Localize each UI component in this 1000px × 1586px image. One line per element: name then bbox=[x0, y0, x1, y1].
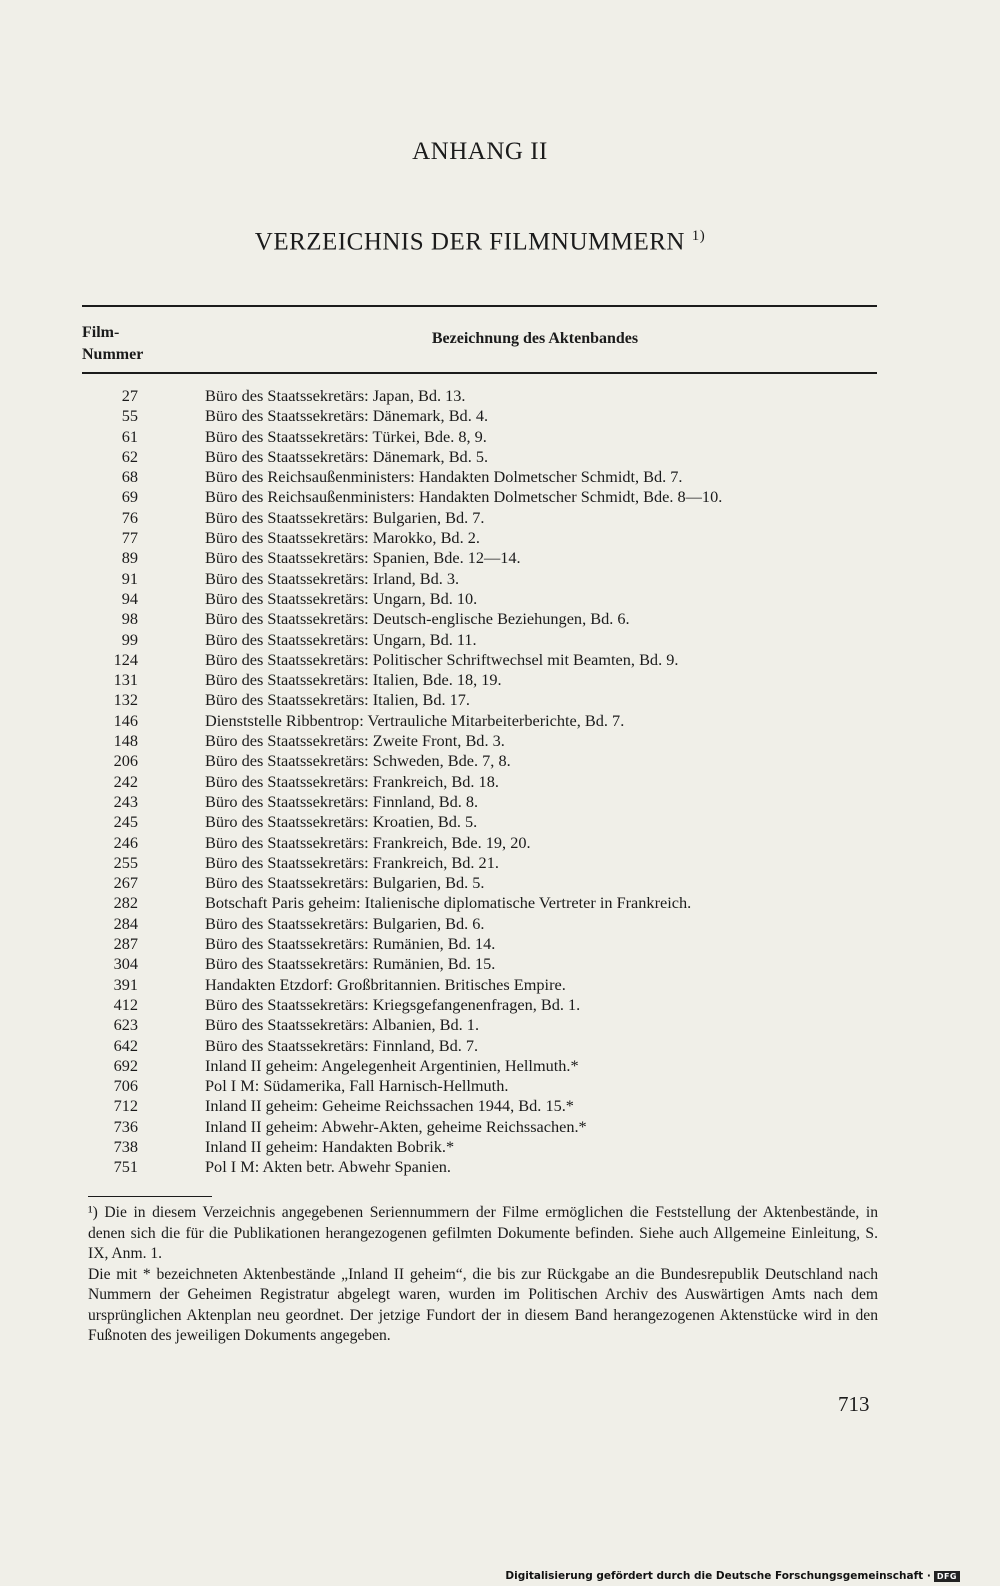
table-row bbox=[82, 1015, 877, 1035]
table-row bbox=[82, 630, 877, 650]
column-header-film-number bbox=[82, 322, 172, 366]
table-row bbox=[82, 1117, 877, 1137]
film-number: 98 bbox=[121, 609, 138, 629]
file-description: Büro des Staatssekretärs: Bulgarien, Bd. 6. bbox=[205, 913, 485, 933]
file-description: Büro des Staatssekretärs: Frankreich, Bd. 21. bbox=[205, 852, 499, 872]
film-number: 206 bbox=[113, 751, 138, 771]
table-row bbox=[82, 508, 877, 528]
film-number: 246 bbox=[113, 832, 138, 852]
film-number: 692 bbox=[113, 1055, 138, 1075]
table-row bbox=[82, 1157, 877, 1177]
film-number: 287 bbox=[113, 934, 138, 954]
table-row bbox=[82, 1096, 877, 1116]
file-description: Büro des Staatssekretärs: Italien, Bde. 18, 19. bbox=[205, 670, 502, 690]
dfg-logo-icon: DFG bbox=[934, 1571, 960, 1582]
film-number-table bbox=[82, 386, 877, 1178]
table-row bbox=[82, 487, 877, 507]
table-row bbox=[82, 751, 877, 771]
footnote-paragraph-1: ¹) Die in diesem Verzeichnis angegebenen Seriennummern der Filme ermöglichen die Feststellung der Aktenbestände, in denen sich die für die Publikationen herangezogenen gefilmten Dokumente befinden. Siehe auch Allgemeine Einleitung, S. IX, Anm. 1. bbox=[88, 1204, 878, 1262]
film-number: 282 bbox=[113, 893, 138, 913]
film-number: 751 bbox=[113, 1157, 138, 1177]
table-row bbox=[82, 447, 877, 467]
file-description: Büro des Staatssekretärs: Frankreich, Bde. 19, 20. bbox=[205, 832, 531, 852]
file-description: Büro des Staatssekretärs: Bulgarien, Bd. 7. bbox=[205, 507, 485, 527]
film-number: 242 bbox=[113, 771, 138, 791]
file-description: Inland II geheim: Angelegenheit Argentinien, Hellmuth.* bbox=[205, 1055, 579, 1075]
table-row bbox=[82, 833, 877, 853]
file-description: Handakten Etzdorf: Großbritannien. Britisches Empire. bbox=[205, 974, 566, 994]
file-description: Büro des Reichsaußenministers: Handakten Dolmetscher Schmidt, Bde. 8—10. bbox=[205, 487, 723, 507]
file-description: Büro des Staatssekretärs: Politischer Schriftwechsel mit Beamten, Bd. 9. bbox=[205, 649, 679, 669]
file-description: Büro des Staatssekretärs: Japan, Bd. 13. bbox=[205, 386, 466, 405]
file-description: Büro des Staatssekretärs: Bulgarien, Bd. 5. bbox=[205, 873, 485, 893]
file-description: Inland II geheim: Abwehr-Akten, geheime Reichssachen.* bbox=[205, 1116, 587, 1136]
film-number: 132 bbox=[113, 690, 138, 710]
film-number: 131 bbox=[113, 670, 138, 690]
file-description: Büro des Staatssekretärs: Ungarn, Bd. 10. bbox=[205, 588, 478, 608]
file-description: Büro des Staatssekretärs: Finnland, Bd. 7. bbox=[205, 1035, 479, 1055]
film-number: 706 bbox=[113, 1076, 138, 1096]
column-header-film-number-text: Film- Nummer bbox=[82, 324, 144, 363]
film-number: 68 bbox=[121, 467, 138, 487]
film-number: 148 bbox=[113, 731, 138, 751]
table-row bbox=[82, 528, 877, 548]
table-row bbox=[82, 772, 877, 792]
table-row bbox=[82, 711, 877, 731]
film-number: 245 bbox=[113, 812, 138, 832]
table-row bbox=[82, 690, 877, 710]
table-row bbox=[82, 1056, 877, 1076]
credit-text: Digitalisierung gefördert durch die Deutsche Forschungsgemeinschaft · bbox=[505, 1570, 931, 1582]
film-number: 243 bbox=[113, 791, 138, 811]
film-number: 55 bbox=[121, 406, 138, 426]
digitization-credit bbox=[505, 1570, 960, 1582]
film-number: 255 bbox=[113, 852, 138, 872]
file-description: Büro des Staatssekretärs: Dänemark, Bd. 4. bbox=[205, 406, 489, 426]
file-description: Inland II geheim: Geheime Reichssachen 1944, Bd. 15.* bbox=[205, 1096, 574, 1116]
page-number: 713 bbox=[838, 1392, 870, 1416]
file-description: Büro des Staatssekretärs: Deutsch-englische Beziehungen, Bd. 6. bbox=[205, 609, 630, 629]
footnote-paragraph-2: Die mit * bezeichneten Aktenbestände „Inland II geheim“, die bis zur Rückgabe an die Bundesrepublik Deutschland nach Nummern der Geheimen Registratur abgelegt waren, wurden im Politischen Archiv des Auswärtigen Amts nach dem ursprünglichen Aktenplan neu geordnet. Der jetzige Fundort der in diesem Band herangezogenen Aktenstücke wird in den Fußnoten des jeweiligen Dokuments angegeben. bbox=[88, 1265, 878, 1344]
file-description: Pol I M: Akten betr. Abwehr Spanien. bbox=[205, 1157, 452, 1177]
film-number: 62 bbox=[121, 446, 138, 466]
file-description: Büro des Staatssekretärs: Rumänien, Bd. 14. bbox=[205, 934, 496, 954]
table-row bbox=[82, 650, 877, 670]
film-number: 61 bbox=[121, 426, 138, 446]
table-row bbox=[82, 1036, 877, 1056]
film-number: 77 bbox=[121, 528, 138, 548]
table-row bbox=[82, 589, 877, 609]
appendix-title: ANHANG II bbox=[412, 138, 548, 165]
table-row bbox=[82, 467, 877, 487]
film-number: 412 bbox=[113, 994, 138, 1014]
footnote-rule bbox=[88, 1196, 212, 1197]
film-number: 642 bbox=[113, 1035, 138, 1055]
file-description: Büro des Staatssekretärs: Marokko, Bd. 2. bbox=[205, 528, 480, 548]
film-number: 99 bbox=[121, 629, 138, 649]
film-number: 712 bbox=[113, 1096, 138, 1116]
table-row bbox=[82, 1076, 877, 1096]
table-row bbox=[82, 1137, 877, 1157]
table-row bbox=[82, 873, 877, 893]
table-header-rule bbox=[82, 372, 877, 374]
table-row bbox=[82, 427, 877, 447]
file-description: Büro des Staatssekretärs: Kroatien, Bd. 5. bbox=[205, 812, 478, 832]
film-number: 146 bbox=[113, 710, 138, 730]
table-row bbox=[82, 670, 877, 690]
table-row bbox=[82, 731, 877, 751]
film-number: 738 bbox=[113, 1136, 138, 1156]
footnote-marker: 1) bbox=[691, 228, 706, 244]
file-description: Büro des Staatssekretärs: Türkei, Bde. 8, 9. bbox=[205, 426, 487, 446]
file-description: Büro des Staatssekretärs: Italien, Bd. 17. bbox=[205, 690, 470, 710]
column-header-description: Bezeichnung des Aktenbandes bbox=[431, 330, 639, 347]
table-row bbox=[82, 792, 877, 812]
table-row bbox=[82, 893, 877, 913]
table-row bbox=[82, 569, 877, 589]
film-number: 623 bbox=[113, 1015, 138, 1035]
table-row bbox=[82, 914, 877, 934]
table-row bbox=[82, 934, 877, 954]
file-description: Dienststelle Ribbentrop: Vertrauliche Mitarbeiterberichte, Bd. 7. bbox=[205, 710, 625, 730]
file-description: Büro des Staatssekretärs: Rumänien, Bd. 15. bbox=[205, 954, 496, 974]
file-description: Pol I M: Südamerika, Fall Harnisch-Hellmuth. bbox=[205, 1076, 509, 1096]
table-top-rule bbox=[82, 305, 877, 307]
film-number: 89 bbox=[121, 548, 138, 568]
file-description: Büro des Staatssekretärs: Ungarn, Bd. 11. bbox=[205, 629, 477, 649]
file-description: Büro des Staatssekretärs: Finnland, Bd. 8. bbox=[205, 791, 479, 811]
index-title-text: VERZEICHNIS DER FILMNUMMERN bbox=[254, 228, 685, 256]
footnote bbox=[88, 1203, 878, 1347]
file-description: Büro des Reichsaußenministers: Handakten Dolmetscher Schmidt, Bd. 7. bbox=[205, 467, 683, 487]
film-number: 267 bbox=[113, 873, 138, 893]
table-row bbox=[82, 853, 877, 873]
file-description: Büro des Staatssekretärs: Schweden, Bde. 7, 8. bbox=[205, 751, 511, 771]
film-number: 27 bbox=[121, 386, 138, 405]
film-number: 391 bbox=[113, 974, 138, 994]
table-row bbox=[82, 548, 877, 568]
file-description: Büro des Staatssekretärs: Frankreich, Bd. 18. bbox=[205, 771, 499, 791]
film-number: 124 bbox=[113, 649, 138, 669]
index-title bbox=[0, 228, 960, 256]
file-description: Büro des Staatssekretärs: Spanien, Bde. 12—14. bbox=[205, 548, 521, 568]
film-number: 69 bbox=[121, 487, 138, 507]
table-row bbox=[82, 386, 877, 406]
table-row bbox=[82, 995, 877, 1015]
film-number: 284 bbox=[113, 913, 138, 933]
file-description: Büro des Staatssekretärs: Irland, Bd. 3. bbox=[205, 568, 460, 588]
film-number: 94 bbox=[121, 588, 138, 608]
file-description: Büro des Staatssekretärs: Zweite Front, Bd. 3. bbox=[205, 731, 505, 751]
film-number: 304 bbox=[113, 954, 138, 974]
film-number: 91 bbox=[121, 568, 138, 588]
table-row bbox=[82, 954, 877, 974]
file-description: Büro des Staatssekretärs: Albanien, Bd. 1. bbox=[205, 1015, 480, 1035]
file-description: Büro des Staatssekretärs: Dänemark, Bd. 5. bbox=[205, 446, 489, 466]
film-number: 76 bbox=[121, 507, 138, 527]
film-number: 736 bbox=[113, 1116, 138, 1136]
table-row bbox=[82, 609, 877, 629]
table-row bbox=[82, 812, 877, 832]
file-description: Büro des Staatssekretärs: Kriegsgefangenenfragen, Bd. 1. bbox=[205, 994, 581, 1014]
file-description: Botschaft Paris geheim: Italienische diplomatische Vertreter in Frankreich. bbox=[205, 893, 692, 913]
file-description: Inland II geheim: Handakten Bobrik.* bbox=[205, 1136, 455, 1156]
table-row bbox=[82, 406, 877, 426]
table-row bbox=[82, 975, 877, 995]
